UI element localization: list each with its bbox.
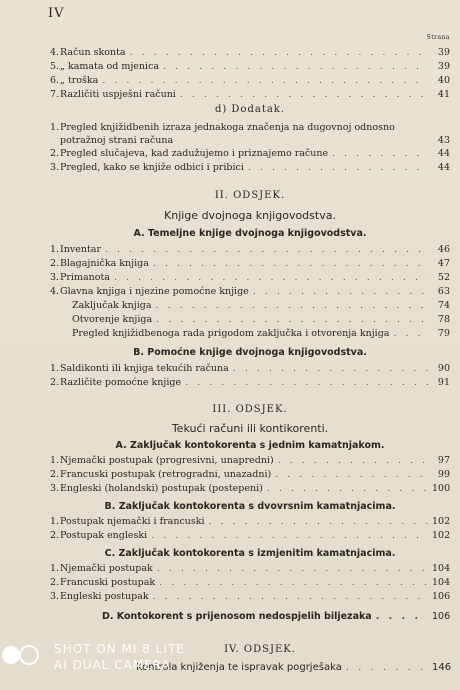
entry-page: 100 xyxy=(432,483,451,494)
entry-label: Postupak njemački i francuski xyxy=(60,516,205,527)
entry-label: Pregled slučajeva, kad zadužujemo i priznajemo račune xyxy=(60,148,329,159)
entry-label: Glavna knjiga i njezine pomoćne knjige xyxy=(60,286,249,297)
section-title: Tekući računi ili kontikorenti. xyxy=(171,422,329,435)
toc-entry xyxy=(50,88,450,102)
toc-entry xyxy=(50,46,450,60)
entry-label: Njemački postupak xyxy=(60,563,153,574)
dot-leader xyxy=(153,257,428,271)
toc-entry xyxy=(50,362,450,376)
entry-label: Engleski (holandski) postupak (postepeni) xyxy=(60,483,263,494)
dot-leader xyxy=(393,327,428,341)
section-heading: III. ODSJEK. xyxy=(212,404,288,415)
toc-entry xyxy=(50,60,450,74)
entry-label: Račun skonta xyxy=(60,47,126,58)
entry-page: 106 xyxy=(432,591,451,602)
toc-subentry xyxy=(50,327,450,341)
entry-number: 2. xyxy=(50,469,60,480)
entry-label: Francuski postupak (retrogradni, unazadni) xyxy=(60,469,272,480)
entry-page: 106 xyxy=(432,611,451,622)
dot-leader xyxy=(156,313,428,327)
entry-page: 97 xyxy=(437,455,450,466)
watermark-line-2: AI DUAL CAMERA xyxy=(54,658,171,672)
entry-page: 46 xyxy=(437,244,450,255)
dot-leader xyxy=(156,299,429,313)
entry-page: 52 xyxy=(437,272,450,283)
toc-subentry xyxy=(50,313,450,327)
entry-number: 2. xyxy=(50,258,60,269)
entry-page: 104 xyxy=(432,563,451,574)
entry-label: Blagajnička knjiga xyxy=(60,258,149,269)
toc-entry xyxy=(50,529,450,543)
entry-number: 3. xyxy=(50,272,60,283)
toc-entry xyxy=(50,590,450,604)
watermark-line-1: SHOT ON MI 8 LITE xyxy=(54,642,185,656)
toc-entry-d xyxy=(50,610,450,624)
entry-page: 78 xyxy=(437,314,450,325)
entry-number: 1. xyxy=(50,122,60,133)
entry-page: 104 xyxy=(432,577,451,588)
entry-page: 146 xyxy=(432,662,452,673)
toc-entry xyxy=(50,376,450,390)
toc-entry xyxy=(50,515,450,529)
entry-page: 40 xyxy=(437,75,450,86)
entry-number: 7. xyxy=(50,89,60,100)
entry-number: 3. xyxy=(50,591,60,602)
toc-section-ii xyxy=(50,190,450,390)
entry-number: 3. xyxy=(50,483,60,494)
toc-entry xyxy=(50,454,450,468)
subsection-heading: B. Pomoćne knjige dvojnoga knjigovodstva. xyxy=(133,347,367,358)
entry-number: 5. xyxy=(50,61,60,72)
dot-leader xyxy=(332,147,428,161)
entry-page: 43 xyxy=(437,135,450,146)
dot-leader xyxy=(114,271,428,285)
entry-label: Pregled knjižidbenoga rada prigodom zaključka i otvorenja knjiga xyxy=(72,328,390,339)
entry-number: 1. xyxy=(50,516,60,527)
dot-leader xyxy=(233,362,428,376)
entry-number: 1. xyxy=(50,244,60,255)
dot-leader xyxy=(209,515,428,529)
entry-label: Različite pomoćne knjige xyxy=(60,377,182,388)
entry-label: Različiti uspješni računi xyxy=(60,89,176,100)
toc-part-d xyxy=(50,104,450,175)
toc-entry xyxy=(50,257,450,271)
dot-leader xyxy=(102,74,428,88)
subsection-heading: C. Zaključak kontokorenta s izmjenitim kamatnjacima. xyxy=(104,548,396,559)
entry-number: 2. xyxy=(50,148,60,159)
subsection-heading: B. Zaključak kontokorenta s dvovrsnim kamatnjacima. xyxy=(104,501,396,512)
entry-number: 6. xyxy=(50,75,60,86)
toc-entry xyxy=(50,243,450,257)
dot-leader xyxy=(157,562,428,576)
toc-entry xyxy=(50,562,450,576)
entry-page: 102 xyxy=(432,516,451,527)
entry-page: 74 xyxy=(437,300,450,311)
section-title: Knjige dvojnoga knjigovodstva. xyxy=(164,209,336,222)
dot-leader xyxy=(159,576,428,590)
entry-page: 47 xyxy=(437,258,450,269)
entry-label: Francuski postupak xyxy=(60,577,156,588)
dot-leader xyxy=(130,46,428,60)
dot-leader xyxy=(376,610,428,624)
dot-leader xyxy=(180,88,428,102)
entry-label: Saldikonti ili knjiga tekućih računa xyxy=(60,363,229,374)
entry-number: 2. xyxy=(50,530,60,541)
dot-leader xyxy=(248,161,428,175)
entry-number: 1. xyxy=(50,455,60,466)
dot-leader xyxy=(185,376,428,390)
entry-label: Njemački postupak (progresivni, unapredni) xyxy=(60,455,274,466)
entry-label: „ troška xyxy=(60,75,99,86)
dot-leader xyxy=(346,661,428,675)
entry-page: 79 xyxy=(437,328,450,339)
toc-entry xyxy=(50,161,450,175)
entry-label: Primanota xyxy=(60,272,110,283)
entry-page: 102 xyxy=(432,530,451,541)
toc-section-iii xyxy=(50,404,450,624)
subsection-heading: A. Temeljne knjige dvojnoga knjigovodstva. xyxy=(133,228,367,239)
entry-label: D. Kontokorent s prijenosom nedospjelih biljezaka xyxy=(102,611,372,622)
entry-label: Pregled, kako se knjiže odbici i pribici xyxy=(60,162,244,173)
dot-leader xyxy=(163,60,428,74)
dot-leader xyxy=(267,482,428,496)
dot-leader xyxy=(253,285,428,299)
entry-label: Engleski postupak xyxy=(60,591,149,602)
entry-number: 4. xyxy=(50,47,60,58)
page-column-header: Strana xyxy=(426,34,450,41)
entry-label: Pregled knjižidbenih izraza jednakoga značenja na dugovnoj odnosno potražnoj strani računa xyxy=(60,122,395,146)
toc-entry xyxy=(50,482,450,496)
entry-label: Otvorenje knjiga xyxy=(72,314,153,325)
entry-number: 1. xyxy=(50,363,60,374)
toc-entry xyxy=(50,285,450,299)
dot-leader xyxy=(105,243,428,257)
entry-page: 91 xyxy=(437,377,450,388)
toc-subentry xyxy=(50,299,450,313)
toc-entry xyxy=(50,576,450,590)
entry-number: 2. xyxy=(50,377,60,388)
entry-page: 39 xyxy=(437,47,450,58)
entry-page: 39 xyxy=(437,61,450,72)
entry-label: „ kamata od mjenica xyxy=(60,61,160,72)
dot-leader xyxy=(151,529,428,543)
entry-number: 4. xyxy=(50,286,60,297)
entry-label: Inventar xyxy=(60,244,102,255)
entry-number: 3. xyxy=(50,162,60,173)
toc-entry xyxy=(50,271,450,285)
toc-entry xyxy=(50,74,450,88)
dot-leader xyxy=(278,454,428,468)
entry-page: 44 xyxy=(437,148,450,159)
dot-leader xyxy=(275,468,428,482)
entry-page: 99 xyxy=(437,469,450,480)
entry-page: 63 xyxy=(437,286,450,297)
toc-entry xyxy=(50,147,450,161)
entry-label: Zaključak knjiga xyxy=(72,300,152,311)
entry-label: Postupak engleski xyxy=(60,530,148,541)
section-heading: II. ODSJEK. xyxy=(214,190,286,201)
camera-watermark xyxy=(0,640,200,680)
toc-part-c xyxy=(50,46,450,102)
part-heading: d) Dodatak. xyxy=(214,104,286,115)
entry-label: Kontrola knjiženja te ispravak pogrješaka xyxy=(136,662,342,673)
entry-page: 44 xyxy=(437,162,450,173)
subsection-heading: A. Zaključak kontokorenta s jednim kamatnjakom. xyxy=(115,440,385,451)
entry-page: 90 xyxy=(437,363,450,374)
entry-number: 1. xyxy=(50,563,60,574)
toc-entry xyxy=(50,121,450,147)
dot-leader xyxy=(153,590,428,604)
section-heading: IV. ODSJEK. xyxy=(224,644,296,655)
page-number: IV xyxy=(48,6,65,21)
entry-page: 41 xyxy=(437,89,450,100)
toc-entry xyxy=(50,468,450,482)
entry-number: 2. xyxy=(50,577,60,588)
